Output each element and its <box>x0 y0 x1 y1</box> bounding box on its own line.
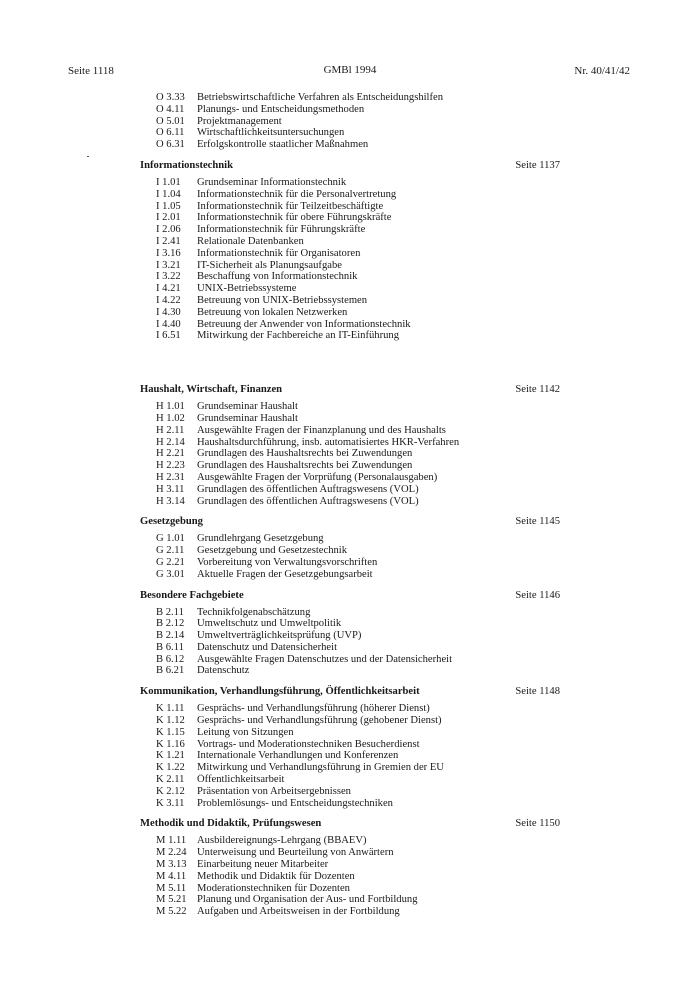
course-code: M 5.22 <box>156 906 187 918</box>
course-entry <box>140 295 560 307</box>
course-code: I 4.30 <box>156 306 181 318</box>
course-entry <box>140 330 560 342</box>
course-title: Umweltverträglichkeitsprüfung (UVP) <box>197 630 362 642</box>
course-entry <box>140 607 560 619</box>
course-title: Problemlösungs- und Entscheidungstechniken <box>197 797 393 809</box>
course-code: I 2.01 <box>156 212 181 224</box>
course-entry <box>140 871 560 883</box>
course-title: Datenschutz <box>197 665 250 677</box>
course-title: Grundlehrgang Gesetzgebung <box>197 533 324 545</box>
course-code: K 1.11 <box>156 703 185 715</box>
section-title: Kommunikation, Verhandlungsführung, Öffentlichkeitsarbeit <box>140 686 420 698</box>
course-entry <box>140 774 560 786</box>
course-entry <box>140 786 560 798</box>
course-entry <box>140 618 560 630</box>
course-title: Vortrags- und Moderationstechniken Besucherdienst <box>197 738 420 750</box>
course-code: B 6.11 <box>156 641 184 653</box>
course-title: Umweltschutz und Umweltpolitik <box>197 618 342 630</box>
index-section <box>140 818 560 918</box>
intro-entry-list <box>140 92 560 151</box>
course-title: UNIX-Betriebssysteme <box>197 283 297 295</box>
section-title: Informationstechnik <box>140 159 233 171</box>
section-header <box>140 160 560 173</box>
course-code: K 2.11 <box>156 774 185 786</box>
course-title: Informationstechnik für die Personalvertretung <box>197 188 397 200</box>
course-title: Moderationstechniken für Dozenten <box>197 882 350 894</box>
course-title: Betriebswirtschaftliche Verfahren als Entscheidungshilfen <box>197 92 444 103</box>
course-code: O 3.33 <box>156 92 185 103</box>
course-title: Grundseminar Haushalt <box>197 401 298 413</box>
course-code: K 1.22 <box>156 762 185 774</box>
course-title: Ausgewählte Fragen Datenschutzes und der Datensicherheit <box>197 653 453 665</box>
course-entry <box>140 642 560 654</box>
course-title: Methodik und Didaktik für Dozenten <box>197 870 355 882</box>
course-entry <box>140 236 560 248</box>
issue-number: Nr. 40/41/42 <box>574 65 630 77</box>
course-title: Ausbildereignungs-Lehrgang (BBAEV) <box>197 835 367 847</box>
course-title: Haushaltsdurchführung, insb. automatisiertes HKR-Verfahren <box>197 436 460 448</box>
course-title: Unterweisung und Beurteilung von Anwärtern <box>197 847 394 859</box>
course-entry <box>140 798 560 810</box>
section-list <box>140 160 560 918</box>
course-entry <box>140 104 560 116</box>
course-title: Beschaffung von Informationstechnik <box>197 271 358 283</box>
section-title: Methodik und Didaktik, Prüfungswesen <box>140 818 322 830</box>
course-entry <box>140 894 560 906</box>
course-code: I 4.22 <box>156 294 181 306</box>
section-title: Besondere Fachgebiete <box>140 589 244 601</box>
course-title: Präsentation von Arbeitsergebnissen <box>197 785 351 797</box>
course-entry <box>140 248 560 260</box>
course-index <box>140 92 560 918</box>
course-title: Internationale Verhandlungen und Konferenzen <box>197 750 399 762</box>
course-entry <box>140 533 560 545</box>
course-entry <box>140 906 560 918</box>
course-entry <box>140 727 560 739</box>
course-title: Vorbereitung von Verwaltungsvorschriften <box>197 556 378 568</box>
section-title: Gesetzgebung <box>140 516 203 528</box>
course-code: B 2.12 <box>156 618 185 630</box>
course-entry <box>140 425 560 437</box>
course-entry <box>140 715 560 727</box>
course-entry <box>140 835 560 847</box>
section-page-ref: Seite 1148 <box>515 686 560 698</box>
course-entry <box>140 859 560 871</box>
course-title: Betreuung von lokalen Netzwerken <box>197 306 348 318</box>
course-entry <box>140 557 560 569</box>
course-entry <box>140 189 560 201</box>
course-title: Projektmanagement <box>197 115 282 127</box>
course-entry <box>140 139 560 151</box>
course-title: Relationale Datenbanken <box>197 235 304 247</box>
course-entry <box>140 762 560 774</box>
course-entry <box>140 401 560 413</box>
section-page-ref: Seite 1146 <box>515 589 560 601</box>
course-title: Gesprächs- und Verhandlungsführung (höherer Dienst) <box>197 703 430 715</box>
course-code: I 1.01 <box>156 176 181 188</box>
course-title: Aktuelle Fragen der Gesetzgebungsarbeit <box>197 568 373 580</box>
course-title: Wirtschaftlichkeitsuntersuchungen <box>197 127 345 139</box>
course-code: H 2.14 <box>156 436 185 448</box>
course-entry <box>140 665 560 677</box>
course-title: Gesetzgebung und Gesetzestechnik <box>197 545 348 557</box>
course-entry <box>140 630 560 642</box>
course-code: M 5.11 <box>156 882 187 894</box>
course-code: K 1.12 <box>156 715 185 727</box>
course-entry <box>140 484 560 496</box>
course-title: IT-Sicherheit als Planungsaufgabe <box>197 259 342 271</box>
course-title: Planungs- und Entscheidungsmethoden <box>197 103 365 115</box>
course-title: Grundlagen des öffentlichen Auftragswesens (VOL) <box>197 483 419 495</box>
course-entry <box>140 177 560 189</box>
course-title: Aufgaben und Arbeitsweisen in der Fortbildung <box>197 906 400 918</box>
course-title: Datenschutz und Datensicherheit <box>197 641 338 653</box>
course-code: M 2.24 <box>156 847 187 859</box>
course-code: H 1.02 <box>156 412 185 424</box>
course-entry <box>140 260 560 272</box>
course-entry <box>140 127 560 139</box>
course-code: H 2.21 <box>156 448 185 460</box>
course-title: Planung und Organisation der Aus- und Fortbildung <box>197 894 418 906</box>
course-code: M 5.21 <box>156 894 187 906</box>
course-code: B 2.11 <box>156 606 184 618</box>
course-title: Mitwirkung und Verhandlungsführung in Gremien der EU <box>197 762 444 774</box>
course-entry <box>140 92 560 104</box>
course-code: I 3.22 <box>156 271 181 283</box>
course-entry <box>140 319 560 331</box>
course-title: Erfolgskontrolle staatlicher Maßnahmen <box>197 139 369 151</box>
course-entry <box>140 460 560 472</box>
page-number: Seite 1118 <box>68 65 114 77</box>
course-code: O 6.11 <box>156 127 185 139</box>
course-code: H 2.11 <box>156 424 185 436</box>
course-entry <box>140 201 560 213</box>
course-code: I 4.40 <box>156 318 181 330</box>
course-entry <box>140 437 560 449</box>
course-code: I 2.41 <box>156 235 181 247</box>
publication-title: GMBl 1994 <box>323 64 377 76</box>
course-title: Grundseminar Informationstechnik <box>197 176 347 188</box>
course-entry <box>140 750 560 762</box>
course-title: Informationstechnik für obere Führungskräfte <box>197 212 392 224</box>
course-code: M 1.11 <box>156 835 187 847</box>
section-page-ref: Seite 1137 <box>515 159 560 171</box>
course-title: Grundseminar Haushalt <box>197 412 298 424</box>
course-entry <box>140 703 560 715</box>
course-title: Grundlagen des öffentlichen Auftragswesens (VOL) <box>197 495 419 507</box>
course-entry <box>140 545 560 557</box>
section-title: Haushalt, Wirtschaft, Finanzen <box>140 384 283 396</box>
course-code: K 3.11 <box>156 797 185 809</box>
course-code: H 3.14 <box>156 495 185 507</box>
section-header <box>140 516 560 529</box>
index-section <box>140 590 560 678</box>
course-entry <box>140 569 560 581</box>
course-code: H 2.23 <box>156 460 185 472</box>
course-entry <box>140 654 560 666</box>
course-entry <box>140 224 560 236</box>
course-title: Leitung von Sitzungen <box>197 726 294 738</box>
section-page-ref: Seite 1150 <box>515 818 560 830</box>
course-code: I 1.05 <box>156 200 181 212</box>
course-entry <box>140 496 560 508</box>
course-title: Einarbeitung neuer Mitarbeiter <box>197 859 329 871</box>
course-title: Mitwirkung der Fachbereiche an IT-Einführung <box>197 330 400 342</box>
course-entry <box>140 847 560 859</box>
course-code: G 3.01 <box>156 568 185 580</box>
course-entry <box>140 212 560 224</box>
section-header <box>140 384 560 397</box>
course-code: K 1.21 <box>156 750 185 762</box>
course-entry <box>140 883 560 895</box>
section-header <box>140 590 560 603</box>
course-title: Technikfolgenabschätzung <box>197 606 311 618</box>
course-title: Betreuung der Anwender von Informationstechnik <box>197 318 411 330</box>
course-code: H 3.11 <box>156 483 185 495</box>
course-code: G 2.11 <box>156 545 185 557</box>
course-title: Informationstechnik für Führungskräfte <box>197 224 366 236</box>
course-code: B 6.21 <box>156 665 185 677</box>
course-code: I 4.21 <box>156 283 181 295</box>
course-entry <box>140 448 560 460</box>
course-title: Grundlagen des Haushaltsrechts bei Zuwendungen <box>197 448 413 460</box>
course-code: O 4.11 <box>156 103 185 115</box>
course-code: B 2.14 <box>156 630 185 642</box>
course-entry <box>140 271 560 283</box>
stray-mark <box>87 156 89 157</box>
course-title: Betreuung von UNIX-Betriebssystemen <box>197 294 368 306</box>
course-title: Informationstechnik für Teilzeitbeschäftigte <box>197 200 384 212</box>
course-code: M 3.13 <box>156 859 187 871</box>
course-code: G 1.01 <box>156 533 185 545</box>
index-section <box>140 384 560 507</box>
course-code: I 3.21 <box>156 259 181 271</box>
index-section <box>140 516 560 580</box>
course-entry <box>140 283 560 295</box>
section-page-ref: Seite 1142 <box>515 384 560 396</box>
course-code: B 6.12 <box>156 653 185 665</box>
course-code: I 3.16 <box>156 247 181 259</box>
course-entry <box>140 472 560 484</box>
course-code: O 5.01 <box>156 115 185 127</box>
course-title: Informationstechnik für Organisatoren <box>197 247 361 259</box>
course-code: M 4.11 <box>156 870 187 882</box>
course-title: Ausgewählte Fragen der Vorprüfung (Personalausgaben) <box>197 471 438 483</box>
course-entry <box>140 739 560 751</box>
course-title: Gesprächs- und Verhandlungsführung (gehobener Dienst) <box>197 715 442 727</box>
course-code: H 2.31 <box>156 471 185 483</box>
course-title: Ausgewählte Fragen der Finanzplanung und des Haushalts <box>197 424 446 436</box>
section-header <box>140 818 560 831</box>
course-entry <box>140 307 560 319</box>
course-entry <box>140 116 560 128</box>
course-code: G 2.21 <box>156 556 185 568</box>
course-code: I 2.06 <box>156 224 181 236</box>
section-page-ref: Seite 1145 <box>515 516 560 528</box>
section-header <box>140 686 560 699</box>
course-entry <box>140 413 560 425</box>
course-code: K 1.16 <box>156 738 185 750</box>
course-code: I 1.04 <box>156 188 181 200</box>
course-code: K 1.15 <box>156 726 185 738</box>
index-section <box>140 686 560 809</box>
course-code: I 6.51 <box>156 330 181 342</box>
course-code: K 2.12 <box>156 785 185 797</box>
course-title: Grundlagen des Haushaltsrechts bei Zuwendungen <box>197 460 413 472</box>
course-title: Öffentlichkeitsarbeit <box>197 774 285 786</box>
course-code: O 6.31 <box>156 139 185 151</box>
course-code: H 1.01 <box>156 401 185 413</box>
index-section <box>140 160 560 342</box>
